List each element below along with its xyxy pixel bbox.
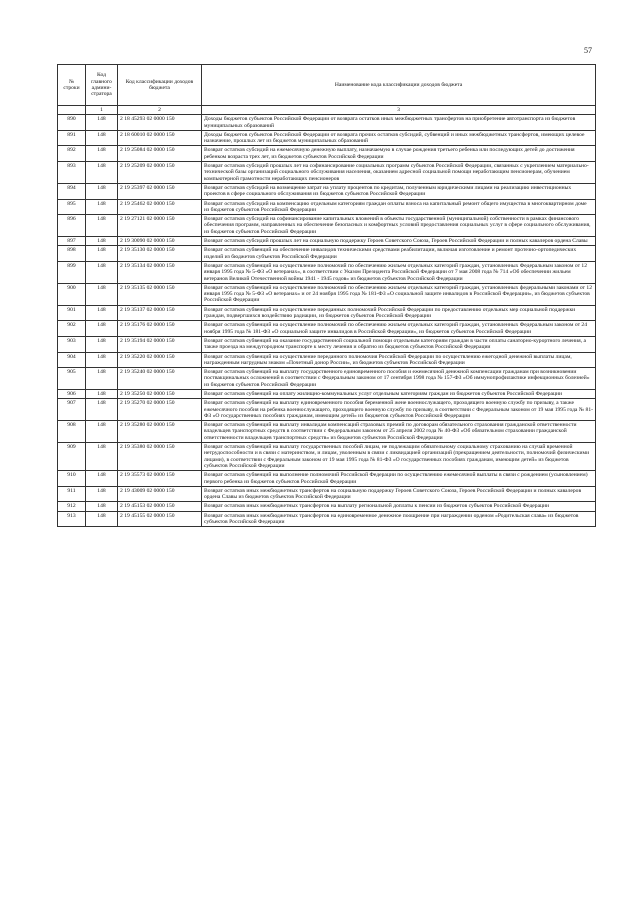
table-row: [58, 321, 596, 337]
classification-code: 2 19 27121 02 0000 150: [118, 215, 202, 237]
code-name: Возврат остатков субвенций на оказание государственной социальной помощи отдельным категориям граждан в части оплаты санаторно-курортного лечения, а также проезда на междугородном транспорте к месту лечения и обратно из бюджетов субъектов Российской Федерации: [202, 336, 596, 352]
table-header-row: [58, 65, 596, 106]
admin-code: 148: [86, 502, 118, 511]
admin-code: 148: [86, 237, 118, 246]
classification-code: 2 19 35134 02 0000 150: [118, 261, 202, 283]
admin-code: 148: [86, 261, 118, 283]
table-row: [58, 352, 596, 368]
classification-code: 2 19 25209 02 0000 150: [118, 162, 202, 184]
classification-code: 2 19 35137 02 0000 150: [118, 305, 202, 321]
table-row: [58, 305, 596, 321]
code-name: Доходы бюджетов субъектов Российской Федерации от возврата прочих остатков субсидий, субвенций и иных межбюджетных трансфертов, имеющих целевое назначение, прошлых лет из бюджетов муниципальных образований: [202, 130, 596, 146]
row-number: 912: [58, 502, 86, 511]
table-row: [58, 368, 596, 390]
row-number: 891: [58, 130, 86, 146]
row-number: 913: [58, 511, 86, 527]
code-name: Возврат остатков иных межбюджетных трансфертов на выплату региональной доплаты к пенсии из бюджетов субъектов Российской Федерации: [202, 502, 596, 511]
classification-code: 2 19 35194 02 0000 150: [118, 336, 202, 352]
table-row: [58, 199, 596, 215]
table-row: [58, 183, 596, 199]
classification-code: 2 19 35573 02 0000 150: [118, 471, 202, 487]
classification-code: 2 18 60010 02 0000 150: [118, 130, 202, 146]
admin-code: 148: [86, 399, 118, 421]
table-row: [58, 421, 596, 443]
row-number: 908: [58, 421, 86, 443]
classification-code: 2 19 43009 02 0000 150: [118, 486, 202, 502]
row-number: 893: [58, 162, 86, 184]
admin-code: 148: [86, 199, 118, 215]
row-number: 902: [58, 321, 86, 337]
header-classification-code: Код классификации доходов бюджета: [118, 65, 202, 106]
code-name: Возврат остатков субсидий прошлых лет на софинансирование социальных программ субъектов Российской Федерации, связанных с укреплением материально-технической базы организаций социального обслуживания населения, оказанием адресной социальной помощи неработающим пенсионерам, обучением компьютерной грамотности неработающих пенсионеров: [202, 162, 596, 184]
table-row: [58, 261, 596, 283]
row-number: 909: [58, 443, 86, 471]
admin-code: 148: [86, 321, 118, 337]
row-number: 906: [58, 389, 86, 398]
classification-code: 2 19 35280 02 0000 150: [118, 421, 202, 443]
admin-code: 148: [86, 146, 118, 162]
classification-code: 2 19 35130 02 0000 150: [118, 246, 202, 262]
revenue-classification-table: [57, 64, 596, 527]
row-number: 901: [58, 305, 86, 321]
admin-code: 148: [86, 183, 118, 199]
admin-code: 148: [86, 486, 118, 502]
row-number: 890: [58, 115, 86, 131]
row-number: 903: [58, 336, 86, 352]
classification-code: 2 19 35380 02 0000 150: [118, 443, 202, 471]
code-name: Возврат остатков субвенций на выполнение полномочий Российской Федерации по осуществлению ежемесячной выплаты в связи с рождением (усыновлением) первого ребенка из бюджетов субъектов Российской Федерации: [202, 471, 596, 487]
code-name: Возврат остатков субвенций на выплату государственного единовременного пособия и ежемесячной денежной компенсации гражданам при возникновении поствакцинальных осложнений в соответствии с Федеральным законом от 17 сентября 1998 года № 157-ФЗ «Об иммунопрофилактике инфекционных болезней» из бюджетов субъектов Российской Федерации: [202, 368, 596, 390]
table-row: [58, 130, 596, 146]
row-number: 911: [58, 486, 86, 502]
code-name: Возврат остатков иных межбюджетных трансфертов на единовременное денежное поощрение при награждении орденом «Родительская слава» из бюджетов субъектов Российской Федерации: [202, 511, 596, 527]
table-row: [58, 443, 596, 471]
row-number: 899: [58, 261, 86, 283]
row-number: 896: [58, 215, 86, 237]
row-number: 910: [58, 471, 86, 487]
admin-code: 148: [86, 162, 118, 184]
table-row: [58, 283, 596, 305]
admin-code: 148: [86, 130, 118, 146]
classification-code: 2 18 45293 02 0000 150: [118, 115, 202, 131]
table-row: [58, 471, 596, 487]
code-name: Возврат остатков субвенций на осуществление полномочий по обеспечению жильем отдельных категорий граждан, установленных федеральными законами от 12 января 1995 года № 5-ФЗ «О ветеранах» и от 24 ноября 1995 года № 181-ФЗ «О социальной защите инвалидов в Российской Федерации», из бюджетов субъектов Российской Федерации: [202, 283, 596, 305]
column-number: 1: [86, 106, 118, 115]
classification-code: 2 19 35240 02 0000 150: [118, 368, 202, 390]
column-number: 3: [202, 106, 596, 115]
admin-code: 148: [86, 421, 118, 443]
classification-code: 2 19 30090 02 0000 150: [118, 237, 202, 246]
admin-code: 148: [86, 115, 118, 131]
classification-code: 2 19 45155 02 0000 150: [118, 511, 202, 527]
table-row: [58, 486, 596, 502]
admin-code: 148: [86, 389, 118, 398]
code-name: Возврат остатков субсидий на софинансирование капитальных вложений в объекты государственной (муниципальной) собственности в рамках финансового обеспечения программ, направленных на обеспечение безопасных и комфортных условий предоставления социальных услуг в сфере социального обслуживания, из бюджетов субъектов Российской Федерации: [202, 215, 596, 237]
code-name: Возврат остатков субвенций на осуществление переданных полномочий Российской Федерации по предоставлению отдельных мер социальной поддержки граждан, подвергшихся воздействию радиации, из бюджетов субъектов Российской Федерации: [202, 305, 596, 321]
classification-code: 2 19 25397 02 0000 150: [118, 183, 202, 199]
table-row: [58, 389, 596, 398]
admin-code: 148: [86, 443, 118, 471]
classification-code: 2 19 35220 02 0000 150: [118, 352, 202, 368]
code-name: Возврат остатков субвенций на обеспечение инвалидов техническими средствами реабилитации, включая изготовление и ремонт протезно-ортопедических изделий из бюджетов субъектов Российской Федерации: [202, 246, 596, 262]
table-row: [58, 336, 596, 352]
code-name: Возврат остатков субсидий прошлых лет на социальную поддержку Героев Советского Союза, Героев Российской Федерации и полных кавалеров ордена Славы: [202, 237, 596, 246]
code-name: Возврат остатков субвенций на оплату жилищно-коммунальных услуг отдельным категориям граждан из бюджетов субъектов Российской Федерации: [202, 389, 596, 398]
admin-code: 148: [86, 471, 118, 487]
code-name: Возврат остатков субсидий на ежемесячную денежную выплату, назначаемую в случае рождения третьего ребенка или последующих детей до достижения ребенком возраста трех лет, из бюджетов субъектов Российской Федерации: [202, 146, 596, 162]
admin-code: 148: [86, 246, 118, 262]
column-number-row: [58, 106, 596, 115]
table-row: [58, 115, 596, 131]
code-name: Возврат остатков субвенций на осуществление полномочий по обеспечению жильем отдельных категорий граждан, установленных Федеральным законом от 12 января 1995 года № 5-ФЗ «О ветеранах», в соответствии с Указом Президента Российской Федерации от 7 мая 2008 года № 714 «Об обеспечении жильем ветеранов Великой Отечественной войны 1941 - 1945 годов» из бюджетов субъектов Российской Федерации: [202, 261, 596, 283]
code-name: Доходы бюджетов субъектов Российской Федерации от возврата остатков иных межбюджетных трансфертов на приобретение автотранспорта из бюджетов муниципальных образований: [202, 115, 596, 131]
header-code-name: Наименование кода классификации доходов бюджета: [202, 65, 596, 106]
table-row: [58, 246, 596, 262]
row-number: 894: [58, 183, 86, 199]
row-number: 892: [58, 146, 86, 162]
admin-code: 148: [86, 283, 118, 305]
header-row-number: № строки: [58, 65, 86, 106]
classification-code: 2 19 45153 02 0000 150: [118, 502, 202, 511]
classification-code: 2 19 35176 02 0000 150: [118, 321, 202, 337]
admin-code: 148: [86, 511, 118, 527]
table-row: [58, 502, 596, 511]
column-number: [58, 106, 86, 115]
code-name: Возврат остатков иных межбюджетных трансфертов на социальную поддержку Героев Советского Союза, Героев Российской Федерации и полных кавалеров ордена Славы из бюджетов субъектов Российской Федерации: [202, 486, 596, 502]
table-body: [58, 115, 596, 527]
table-row: [58, 146, 596, 162]
code-name: Возврат остатков субвенций на выплату государственных пособий лицам, не подлежащим обязательному социальному страхованию на случай временной нетрудоспособности и в связи с материнством, и лицам, уволенным в связи с ликвидацией организаций (прекращением деятельности, полномочий физическими лицами), в соответствии с Федеральным законом от 19 мая 1995 года № 81-ФЗ «О государственных пособиях гражданам, имеющим детей» из бюджетов субъектов Российской Федерации: [202, 443, 596, 471]
table-row: [58, 399, 596, 421]
classification-code: 2 19 25084 02 0000 150: [118, 146, 202, 162]
admin-code: 148: [86, 368, 118, 390]
code-name: Возврат остатков субвенций на осуществление полномочий по обеспечению жильем отдельных категорий граждан, установленных Федеральным законом от 24 ноября 1995 года № 181-ФЗ «О социальной защите инвалидов в Российской Федерации», из бюджетов субъектов Российской Федерации: [202, 321, 596, 337]
admin-code: 148: [86, 336, 118, 352]
code-name: Возврат остатков субвенций на осуществление переданного полномочия Российской Федерации по осуществлению ежегодной денежной выплаты лицам, награжденным нагрудным знаком «Почетный донор России», из бюджетов субъектов Российской Федерации: [202, 352, 596, 368]
table-row: [58, 237, 596, 246]
admin-code: 148: [86, 305, 118, 321]
code-name: Возврат остатков субвенций на выплату инвалидам компенсаций страховых премий по договорам обязательного страхования гражданской ответственности владельцев транспортных средств в соответствии с Федеральным законом от 25 апреля 2002 года № 40-ФЗ «Об обязательном страховании гражданской ответственности владельцев транспортных средств» из бюджетов субъектов Российской Федерации: [202, 421, 596, 443]
classification-code: 2 19 35135 02 0000 150: [118, 283, 202, 305]
column-number: 2: [118, 106, 202, 115]
table-row: [58, 215, 596, 237]
row-number: 905: [58, 368, 86, 390]
code-name: Возврат остатков субсидий на компенсацию отдельным категориям граждан оплаты взноса на капитальный ремонт общего имущества в многоквартирном доме из бюджетов субъектов Российской Федерации: [202, 199, 596, 215]
classification-code: 2 19 35250 02 0000 150: [118, 389, 202, 398]
classification-code: 2 19 35270 02 0000 150: [118, 399, 202, 421]
admin-code: 148: [86, 352, 118, 368]
table-row: [58, 162, 596, 184]
code-name: Возврат остатков субсидий на возмещение затрат на уплату процентов по кредитам, полученным юридическими лицами на реализацию инвестиционных проектов в сфере социального обслуживания из бюджетов субъектов Российской Федерации: [202, 183, 596, 199]
header-admin-code: Код главного админи-стратора: [86, 65, 118, 106]
page-number: 57: [584, 46, 592, 55]
row-number: 898: [58, 246, 86, 262]
row-number: 897: [58, 237, 86, 246]
admin-code: 148: [86, 215, 118, 237]
row-number: 904: [58, 352, 86, 368]
row-number: 900: [58, 283, 86, 305]
row-number: 907: [58, 399, 86, 421]
classification-code: 2 19 25462 02 0000 150: [118, 199, 202, 215]
table-row: [58, 511, 596, 527]
code-name: Возврат остатков субвенций на выплату единовременного пособия беременной жене военнослужащего, проходящего военную службу по призыву, а также ежемесячного пособия на ребенка военнослужащего, проходящего военную службу по призыву, в соответствии с Федеральным законом от 19 мая 1995 года № 81-ФЗ «О государственных пособиях гражданам, имеющим детей» из бюджетов субъектов Российской Федерации: [202, 399, 596, 421]
row-number: 895: [58, 199, 86, 215]
